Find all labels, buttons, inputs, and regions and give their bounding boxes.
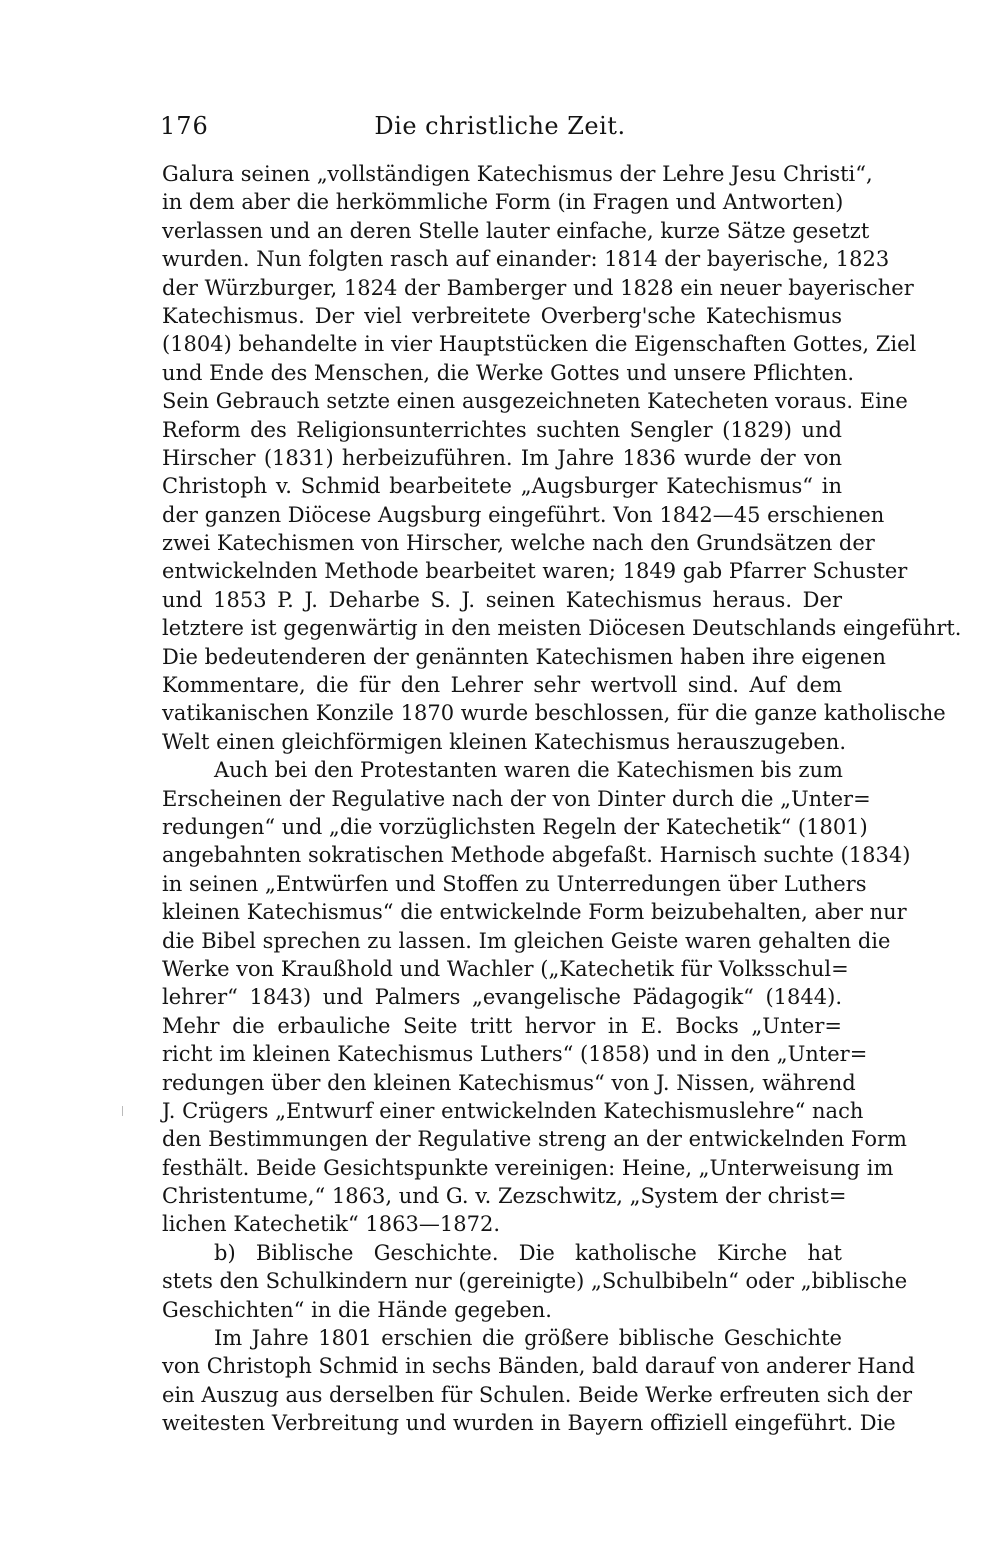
text-line: vatikanischen Konzile 1870 wurde beschlossen, für die ganze katholische [162, 701, 946, 726]
text-line: richt im kleinen Katechismus Luthers“ (1858) und in den „Unter= [162, 1042, 868, 1067]
text-line: zwei Katechismen von Hirscher, welche nach den Grundsätzen der [162, 531, 875, 556]
section-heading-line: b) Biblische Geschichte. Die katholische Kirche hat [214, 1240, 842, 1265]
text-line: J. Crügers „Entwurf einer entwickelnden Katechismuslehre“ nach [162, 1098, 864, 1123]
text-line: (1804) behandelte in vier Hauptstücken die Eigenschaften Gottes, Ziel [162, 332, 917, 357]
margin-mark [122, 1106, 123, 1116]
text-line: der Würzburger, 1824 der Bamberger und 1828 ein neuer bayerischer [162, 275, 914, 300]
text-line: stets den Schulkindern nur (gereinigte) „Schulbibeln“ oder „biblische [162, 1269, 908, 1294]
text-line: Hirscher (1831) herbeizuführen. Im Jahre 1836 wurde der von [162, 445, 842, 470]
text-line: kleinen Katechismus“ die entwickelnde Form beizubehalten, aber nur [162, 900, 907, 925]
text-line: Sein Gebrauch setzte einen ausgezeichneten Katecheten voraus. Eine [162, 389, 908, 414]
text-line: Erscheinen der Regulative nach der von Dinter durch die „Unter= [162, 786, 871, 811]
text-line: in dem aber die herkömmliche Form (in Fragen und Antworten) [162, 190, 844, 215]
text-line: und Ende des Menschen, die Werke Gottes und unsere Pflichten. [162, 360, 855, 385]
text-line: festhält. Beide Gesichtspunkte vereinigen: Heine, „Unterweisung im [162, 1155, 894, 1180]
text-line: Im Jahre 1801 erschien die größere biblische Geschichte [214, 1326, 842, 1351]
text-line: Galura seinen „vollständigen Katechismus der Lehre Jesu Christi“, [162, 162, 873, 186]
text-line: Werke von Kraußhold und Wachler („Katechetik für Volksschul= [162, 956, 849, 981]
text-line: wurden. Nun folgten rasch auf einander: 1814 der bayerische, 1823 [162, 247, 890, 272]
text-line: entwickelnden Methode bearbeitet waren; 1849 gab Pfarrer Schuster [162, 559, 908, 584]
text-line: Katechismus. Der viel verbreitete Overberg'sche Katechismus [162, 303, 842, 328]
text-line: Auch bei den Protestanten waren die Katechismen bis zum [214, 758, 843, 783]
text-line: verlassen und an deren Stelle lauter einfache, kurze Sätze gesetzt [162, 218, 870, 243]
text-line: der ganzen Diöcese Augsburg eingeführt. Von 1842—45 erschienen [162, 502, 885, 527]
text-line: letztere ist gegenwärtig in den meisten Diöcesen Deutschlands eingeführt. [162, 616, 962, 641]
text-line: Die bedeutenderen der genännten Katechismen haben ihre eigenen [162, 644, 886, 669]
text-line: die Bibel sprechen zu lassen. Im gleichen Geiste waren gehalten die [162, 928, 891, 953]
text-line: angebahnten sokratischen Methode abgefaßt. Harnisch suchte (1834) [162, 843, 911, 868]
text-line: redungen über den kleinen Katechismus“ von J. Nissen, während [162, 1070, 856, 1095]
text-line: Christoph v. Schmid bearbeitete „Augsburger Katechismus“ in [162, 474, 842, 499]
text-line: Welt einen gleichförmigen kleinen Katechismus herauszugeben. [162, 729, 846, 754]
text-line: den Bestimmungen der Regulative streng an der entwickelnden Form [162, 1127, 907, 1152]
text-line: Reform des Religionsunterrichtes suchten Sengler (1829) und [162, 417, 842, 442]
page-header [160, 112, 840, 152]
text-line: Kommentare, die für den Lehrer sehr wertvoll sind. Auf dem [162, 673, 842, 698]
text-line: Geschichten“ in die Hände gegeben. [162, 1297, 552, 1322]
text-line: Christentume,“ 1863, und G. v. Zezschwitz, „System der christ= [162, 1184, 847, 1209]
body-text [162, 160, 962, 1438]
text-line: lichen Katechetik“ 1863—1872. [162, 1212, 500, 1237]
text-line: in seinen „Entwürfen und Stoffen zu Unterredungen über Luthers [162, 871, 867, 896]
page-number: 176 [160, 112, 209, 140]
text-line: Mehr die erbauliche Seite tritt hervor in E. Bocks „Unter= [162, 1013, 842, 1038]
text-line: ein Auszug aus derselben für Schulen. Beide Werke erfreuten sich der [162, 1382, 913, 1407]
text-line: und 1853 P. J. Deharbe S. J. seinen Katechismus heraus. Der [162, 587, 842, 612]
text-line: lehrer“ 1843) und Palmers „evangelische Pädagogik“ (1844). [162, 985, 842, 1010]
text-line: redungen“ und „die vorzüglichsten Regeln der Katechetik“ (1801) [162, 814, 868, 839]
running-head: Die christliche Zeit. [374, 112, 626, 140]
text-line: weitesten Verbreitung und wurden in Bayern offiziell eingeführt. Die [162, 1411, 896, 1436]
text-line: von Christoph Schmid in sechs Bänden, bald darauf von anderer Hand [162, 1354, 915, 1379]
